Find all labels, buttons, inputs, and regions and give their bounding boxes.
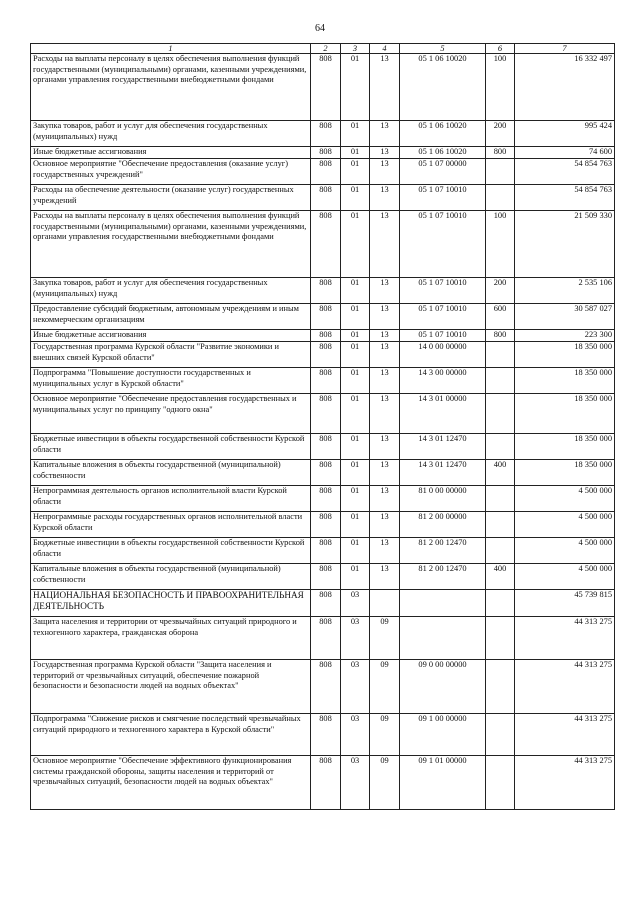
expense-type-cell [486, 590, 515, 617]
table-row [31, 564, 615, 590]
section-code-cell: 01 [341, 147, 370, 159]
header-cell: 4 [370, 44, 400, 54]
expense-type-cell: 800 [486, 147, 515, 159]
row-name-cell: Иные бюджетные ассигнования [31, 147, 311, 159]
amount-cell: 44 313 275 [515, 617, 615, 660]
target-article-cell: 05 1 06 10020 [400, 147, 486, 159]
table-row [31, 159, 615, 185]
section-code-cell: 03 [341, 617, 370, 660]
table-row [31, 538, 615, 564]
subsection-code-cell: 09 [370, 660, 400, 714]
section-code-cell: 01 [341, 159, 370, 185]
expense-type-cell [486, 159, 515, 185]
header-cell: 6 [486, 44, 515, 54]
target-article-cell: 81 2 00 12470 [400, 538, 486, 564]
ministry-code-cell: 808 [311, 278, 341, 304]
section-code-cell: 01 [341, 211, 370, 278]
expense-type-cell [486, 714, 515, 756]
expense-type-cell [486, 434, 515, 460]
target-article-cell: 14 0 00 00000 [400, 342, 486, 368]
subsection-code-cell: 13 [370, 330, 400, 342]
target-article-cell: 05 1 07 00000 [400, 159, 486, 185]
subsection-code-cell: 09 [370, 756, 400, 810]
target-article-cell: 14 3 01 12470 [400, 460, 486, 486]
table-row [31, 512, 615, 538]
expense-type-cell: 600 [486, 304, 515, 330]
amount-cell: 21 509 330 [515, 211, 615, 278]
subsection-code-cell: 13 [370, 121, 400, 147]
subsection-code-cell: 13 [370, 564, 400, 590]
expense-type-cell [486, 617, 515, 660]
row-name-cell: Государственная программа Курской области "Защита населения и территорий от чрезвычайных ситуаций, обеспечение пожарной безопасности и безопасности людей на водных объектах" [31, 660, 311, 714]
target-article-cell: 05 1 07 10010 [400, 185, 486, 211]
expense-type-cell [486, 342, 515, 368]
ministry-code-cell: 808 [311, 342, 341, 368]
row-name-cell: Предоставление субсидий бюджетным, автономным учреждениям и иным некоммерческим организациям [31, 304, 311, 330]
subsection-code-cell: 13 [370, 278, 400, 304]
expense-type-cell: 400 [486, 460, 515, 486]
ministry-code-cell: 808 [311, 460, 341, 486]
table-row [31, 434, 615, 460]
expense-type-cell: 800 [486, 330, 515, 342]
subsection-code-cell: 13 [370, 460, 400, 486]
amount-cell: 18 350 000 [515, 434, 615, 460]
row-name-cell: Расходы на выплаты персоналу в целях обеспечения выполнения функций государственными (муниципальными) органами, казенными учреждениями, органами управления государственными внебюджетными фондами [31, 54, 311, 121]
row-name-cell: Бюджетные инвестиции в объекты государственной собственности Курской области [31, 538, 311, 564]
expense-type-cell [486, 756, 515, 810]
ministry-code-cell: 808 [311, 368, 341, 394]
amount-cell: 30 587 027 [515, 304, 615, 330]
table-row [31, 278, 615, 304]
ministry-code-cell: 808 [311, 434, 341, 460]
ministry-code-cell: 808 [311, 185, 341, 211]
expense-type-cell [486, 512, 515, 538]
row-name-cell: Иные бюджетные ассигнования [31, 330, 311, 342]
table-row [31, 394, 615, 434]
header-cell: 7 [515, 44, 615, 54]
amount-cell: 4 500 000 [515, 486, 615, 512]
table-row [31, 342, 615, 368]
amount-cell: 44 313 275 [515, 660, 615, 714]
ministry-code-cell: 808 [311, 54, 341, 121]
subsection-code-cell: 09 [370, 714, 400, 756]
amount-cell: 44 313 275 [515, 756, 615, 810]
section-code-cell: 03 [341, 714, 370, 756]
row-name-cell: Основное мероприятие "Обеспечение предоставления (оказание услуг) государственных учреждений" [31, 159, 311, 185]
expense-type-cell: 200 [486, 278, 515, 304]
header-cell: 5 [400, 44, 486, 54]
section-code-cell: 01 [341, 538, 370, 564]
row-name-cell: Государственная программа Курской области "Развитие экономики и внешних связей Курской области" [31, 342, 311, 368]
ministry-code-cell: 808 [311, 564, 341, 590]
ministry-code-cell: 808 [311, 486, 341, 512]
table-row [31, 714, 615, 756]
subsection-code-cell: 13 [370, 394, 400, 434]
expense-type-cell: 100 [486, 211, 515, 278]
target-article-cell: 09 1 01 00000 [400, 756, 486, 810]
section-code-cell: 01 [341, 342, 370, 368]
amount-cell: 18 350 000 [515, 460, 615, 486]
row-name-cell: НАЦИОНАЛЬНАЯ БЕЗОПАСНОСТЬ И ПРАВООХРАНИТЕЛЬНАЯ ДЕЯТЕЛЬНОСТЬ [31, 590, 311, 617]
expense-type-cell: 200 [486, 121, 515, 147]
header-cell: 2 [311, 44, 341, 54]
expense-type-cell [486, 185, 515, 211]
table-row [31, 147, 615, 159]
row-name-cell: Капитальные вложения в объекты государственной (муниципальной) собственности [31, 564, 311, 590]
table-row [31, 330, 615, 342]
section-code-cell: 01 [341, 304, 370, 330]
amount-cell: 74 600 [515, 147, 615, 159]
ministry-code-cell: 808 [311, 394, 341, 434]
amount-cell: 44 313 275 [515, 714, 615, 756]
subsection-code-cell: 13 [370, 342, 400, 368]
header-row [31, 44, 615, 54]
section-code-cell: 01 [341, 185, 370, 211]
row-name-cell: Подпрограмма "Снижение рисков и смягчение последствий чрезвычайных ситуаций природного и техногенного характера в Курской области" [31, 714, 311, 756]
target-article-cell: 81 2 00 12470 [400, 564, 486, 590]
target-article-cell: 81 0 00 00000 [400, 486, 486, 512]
subsection-code-cell: 09 [370, 617, 400, 660]
amount-cell: 4 500 000 [515, 512, 615, 538]
row-name-cell: Бюджетные инвестиции в объекты государственной собственности Курской области [31, 434, 311, 460]
section-code-cell: 01 [341, 54, 370, 121]
subsection-code-cell: 13 [370, 538, 400, 564]
table-row [31, 304, 615, 330]
target-article-cell: 14 3 00 00000 [400, 368, 486, 394]
ministry-code-cell: 808 [311, 756, 341, 810]
expense-type-cell [486, 660, 515, 714]
section-code-cell: 01 [341, 121, 370, 147]
amount-cell: 18 350 000 [515, 394, 615, 434]
budget-table [30, 43, 615, 810]
table-row [31, 660, 615, 714]
row-name-cell: Непрограммные расходы государственных органов исполнительной власти Курской области [31, 512, 311, 538]
target-article-cell [400, 590, 486, 617]
amount-cell: 18 350 000 [515, 342, 615, 368]
expense-type-cell: 100 [486, 54, 515, 121]
target-article-cell: 05 1 07 10010 [400, 211, 486, 278]
amount-cell: 16 332 497 [515, 54, 615, 121]
amount-cell: 2 535 106 [515, 278, 615, 304]
expense-type-cell [486, 368, 515, 394]
subsection-code-cell: 13 [370, 185, 400, 211]
table-row [31, 211, 615, 278]
section-code-cell: 03 [341, 756, 370, 810]
amount-cell: 223 300 [515, 330, 615, 342]
row-name-cell: Закупка товаров, работ и услуг для обеспечения государственных (муниципальных) нужд [31, 278, 311, 304]
target-article-cell: 09 1 00 00000 [400, 714, 486, 756]
amount-cell: 54 854 763 [515, 185, 615, 211]
header-cell: 3 [341, 44, 370, 54]
expense-type-cell [486, 538, 515, 564]
ministry-code-cell: 808 [311, 538, 341, 564]
expense-type-cell [486, 394, 515, 434]
amount-cell: 4 500 000 [515, 564, 615, 590]
target-article-cell [400, 617, 486, 660]
ministry-code-cell: 808 [311, 512, 341, 538]
target-article-cell: 81 2 00 00000 [400, 512, 486, 538]
section-code-cell: 01 [341, 460, 370, 486]
row-name-cell: Расходы на выплаты персоналу в целях обеспечения выполнения функций государственными (муниципальными) органами, казенными учреждениями, органами управления государственными внебюджетными фондами [31, 211, 311, 278]
ministry-code-cell: 808 [311, 714, 341, 756]
section-code-cell: 01 [341, 394, 370, 434]
subsection-code-cell: 13 [370, 512, 400, 538]
subsection-code-cell: 13 [370, 486, 400, 512]
ministry-code-cell: 808 [311, 590, 341, 617]
row-name-cell: Основное мероприятие "Обеспечение предоставления государственных и муниципальных услуг по принципу "одного окна" [31, 394, 311, 434]
ministry-code-cell: 808 [311, 660, 341, 714]
table-row [31, 368, 615, 394]
row-name-cell: Защита населения и территории от чрезвычайных ситуаций природного и техногенного характера, гражданская оборона [31, 617, 311, 660]
amount-cell: 995 424 [515, 121, 615, 147]
row-name-cell: Подпрограмма "Повышение доступности государственных и муниципальных услуг в Курской области" [31, 368, 311, 394]
subsection-code-cell: 13 [370, 54, 400, 121]
row-name-cell: Расходы на обеспечение деятельности (оказание услуг) государственных учреждений [31, 185, 311, 211]
section-code-cell: 03 [341, 660, 370, 714]
target-article-cell: 05 1 06 10020 [400, 121, 486, 147]
section-code-cell: 01 [341, 486, 370, 512]
subsection-code-cell: 13 [370, 304, 400, 330]
target-article-cell: 05 1 07 10010 [400, 278, 486, 304]
target-article-cell: 14 3 01 12470 [400, 434, 486, 460]
ministry-code-cell: 808 [311, 617, 341, 660]
target-article-cell: 05 1 07 10010 [400, 304, 486, 330]
ministry-code-cell: 808 [311, 121, 341, 147]
ministry-code-cell: 808 [311, 211, 341, 278]
target-article-cell: 05 1 07 10010 [400, 330, 486, 342]
section-code-cell: 01 [341, 368, 370, 394]
table-row [31, 121, 615, 147]
section-code-cell: 01 [341, 434, 370, 460]
target-article-cell: 05 1 06 10020 [400, 54, 486, 121]
table-row [31, 590, 615, 617]
section-code-cell: 01 [341, 278, 370, 304]
ministry-code-cell: 808 [311, 147, 341, 159]
table-row [31, 756, 615, 810]
amount-cell: 18 350 000 [515, 368, 615, 394]
section-code-cell: 01 [341, 512, 370, 538]
page-number: 64 [315, 23, 325, 34]
section-code-cell: 01 [341, 330, 370, 342]
amount-cell: 4 500 000 [515, 538, 615, 564]
row-name-cell: Закупка товаров, работ и услуг для обеспечения государственных (муниципальных) нужд [31, 121, 311, 147]
table-row [31, 460, 615, 486]
target-article-cell: 14 3 01 00000 [400, 394, 486, 434]
amount-cell: 45 739 815 [515, 590, 615, 617]
table-row [31, 617, 615, 660]
row-name-cell: Основное мероприятие "Обеспечение эффективного функционирования системы гражданской обороны, защиты населения и территорий от чрезвычайных ситуаций, безопасности людей на водных объектах" [31, 756, 311, 810]
row-name-cell: Непрограммная деятельность органов исполнительной власти Курской области [31, 486, 311, 512]
expense-type-cell: 400 [486, 564, 515, 590]
subsection-code-cell: 13 [370, 368, 400, 394]
subsection-code-cell: 13 [370, 211, 400, 278]
section-code-cell: 03 [341, 590, 370, 617]
expense-type-cell [486, 486, 515, 512]
table-row [31, 185, 615, 211]
subsection-code-cell: 13 [370, 147, 400, 159]
header-cell: 1 [31, 44, 311, 54]
table-row [31, 486, 615, 512]
subsection-code-cell: 13 [370, 159, 400, 185]
section-code-cell: 01 [341, 564, 370, 590]
row-name-cell: Капитальные вложения в объекты государственной (муниципальной) собственности [31, 460, 311, 486]
subsection-code-cell [370, 590, 400, 617]
ministry-code-cell: 808 [311, 304, 341, 330]
ministry-code-cell: 808 [311, 159, 341, 185]
amount-cell: 54 854 763 [515, 159, 615, 185]
ministry-code-cell: 808 [311, 330, 341, 342]
subsection-code-cell: 13 [370, 434, 400, 460]
table-row [31, 54, 615, 121]
target-article-cell: 09 0 00 00000 [400, 660, 486, 714]
